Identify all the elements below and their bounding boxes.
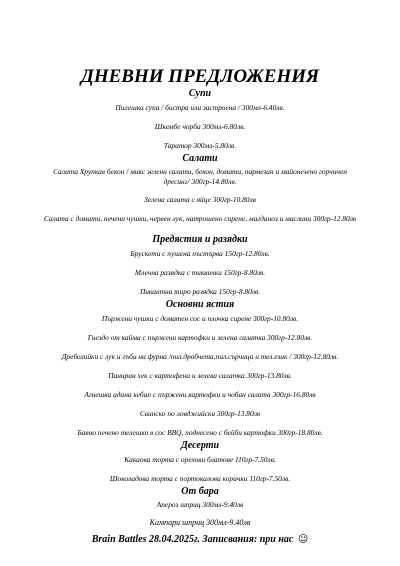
menu-item: Паниран хек с картофена и зелева салатка 300гр-13.80лв. (108, 371, 292, 380)
section-heading-bar: От бара (181, 486, 219, 497)
section-heading-salads: Салати (182, 153, 218, 164)
section-heading-starters: Предястия и разядки (152, 234, 248, 245)
menu-item: Кампари шприц 300мл-9.40лв (149, 518, 251, 527)
menu-item: Апероз шприц 300мл-9.40лв (156, 500, 244, 509)
menu-item: Брускети с пушена пъстърва 150гр-12.80лв. (130, 249, 270, 258)
section-heading-desserts: Десерти (180, 440, 220, 451)
menu-item: Бавно печено телешко в сос BBQ, поднесено с бейби картофки 300гр-18.80лв. (77, 428, 323, 437)
smiley-icon: ☺ (297, 534, 309, 545)
menu-item: Пържени чушки с доматен сос и плочка сирене 300гр-10.80лв. (101, 314, 299, 323)
menu-item: Зелена салата с яйце 300гр-10.80лв (144, 195, 256, 204)
menu-item: Дреболийки с лук и гъби на фурна /пил.дробчета,пил.сърчица и тел.език / 300гр-12.80лв. (61, 352, 339, 361)
section-heading-soups: Супи (188, 88, 212, 99)
menu-item: Шоколадова торта с портокалови корички 110гр-7.50лв. (109, 474, 291, 483)
menu-item: Какаова торта с орехови блатове 110гр-7.50лв. (124, 455, 276, 464)
event-announcement (0, 534, 400, 546)
menu-item: Таратор 300мл-5.80лв. (163, 141, 237, 150)
menu-item: Агнешка адана кебап с пържени картофки и чобан салата 300гр-16.80лв (84, 390, 316, 399)
event-text: Brain Battles 28.04.2025г. Записвания: при нас (91, 534, 294, 545)
section-heading-mains: Основни ястия (165, 299, 235, 310)
menu-item: Свинско по ловджийски 300гр-13.80лв (139, 409, 261, 418)
menu-item: Салата с домати, печени чушки, червен лук, натрошено сирене, магданоз и маслини 300гр-12.80лв (43, 214, 357, 223)
menu-item: Пикантна тиро разядка 150гр-8.80лв. (139, 287, 261, 296)
menu-item: Гнездо от кайма с пържени картофки и зелена салатка 300гр-12.80лв. (87, 333, 313, 342)
menu-item: Пилешка супа / бистра или застроена / 300мл-6.40лв. (115, 103, 285, 112)
menu-item: Салата Хрупкав бекон / микс зелени салати, бекон, домати, пармезан и майонезено горчичен дресинг/ 300гр-14.80лв. (53, 167, 347, 186)
page-title: ДНЕВНИ ПРЕДЛОЖЕНИЯ (80, 66, 320, 87)
menu-item: Млечна разядка с тиквички 150гр-8.80лв. (134, 268, 266, 277)
menu-item: Шкембе чорба 300мл-6.80лв. (154, 122, 246, 131)
